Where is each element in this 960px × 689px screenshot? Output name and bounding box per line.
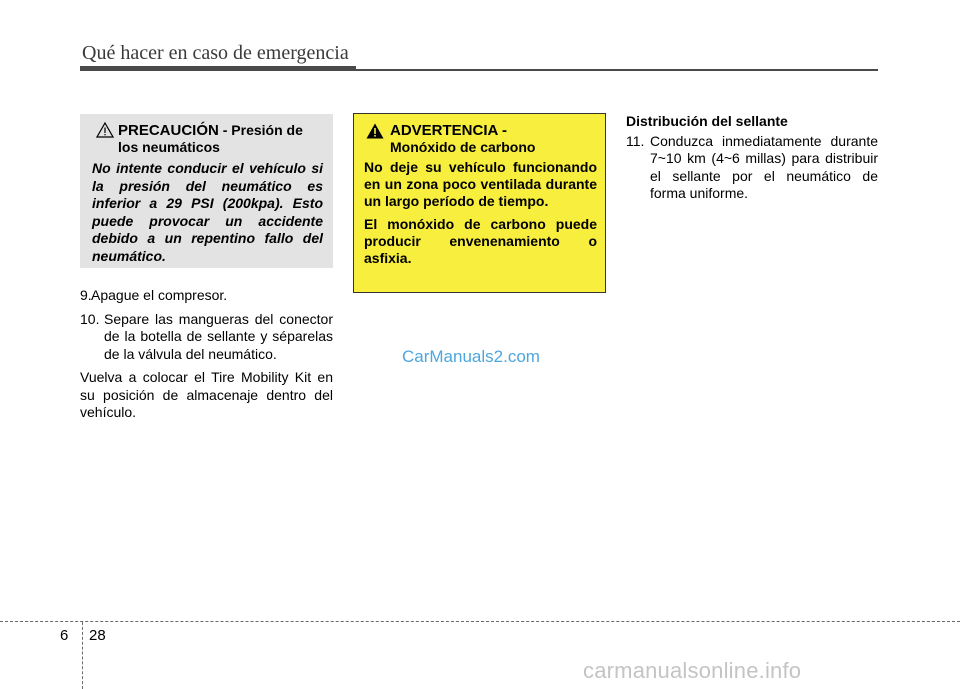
footer-watermark: carmanualsonline.info <box>583 658 802 683</box>
warning-header <box>364 122 597 156</box>
warning-triangle-icon <box>366 123 384 139</box>
caution-subtitle: - Presión de los neumáticos <box>118 122 303 155</box>
step-number: 11. <box>626 132 645 149</box>
list-item <box>80 287 333 305</box>
step-text: Separe las mangueras del conector de la botella de sellante y séparelas de la válvula del neumático. <box>104 310 333 362</box>
right-column <box>626 113 878 209</box>
caution-box <box>80 114 333 268</box>
warning-box <box>353 113 606 293</box>
footer-rule <box>0 621 960 622</box>
warning-label: ADVERTENCIA - <box>390 122 507 139</box>
section-heading: Distribución del sellante <box>626 113 788 129</box>
header-title: Qué hacer en caso de emergencia <box>82 42 349 64</box>
caution-body: No intente conducir el vehículo si la presión del neumático es inferior a 29 PSI (200kpa). Esto puede provocar un accidente debido a un repentino fallo del neumático. <box>92 160 323 264</box>
page-number: 28 <box>89 627 106 644</box>
step-text: Apague el compresor. <box>91 287 228 303</box>
header-rule-thick <box>80 66 356 71</box>
list-item <box>80 311 333 364</box>
list-item <box>626 133 878 203</box>
step-number: 9. <box>80 287 92 303</box>
caution-label: PRECAUCIÓN <box>118 122 219 139</box>
step-number: 10. <box>80 310 100 327</box>
step-text: Conduzca inmediatamente durante 7~10 km (4~6 millas) para distribuir el sellante por el neumático de forma uniforme. <box>650 132 878 201</box>
warning-subtitle: Monóxido de carbono <box>390 139 536 155</box>
left-column <box>80 287 333 428</box>
page-section-number: 6 <box>60 627 69 644</box>
warning-body <box>364 159 597 267</box>
storage-paragraph: Vuelva a colocar el Tire Mobility Kit en su posición de almacenaje dentro del vehículo. <box>80 369 333 420</box>
watermark-link[interactable]: CarManuals2.com <box>402 347 540 366</box>
caution-header <box>92 122 323 156</box>
footer-rule-vertical <box>82 622 83 689</box>
header-rule-thin <box>356 69 878 71</box>
caution-triangle-icon <box>96 122 114 138</box>
warning-paragraph: El monóxido de carbono puede producir envenenamiento o asfixia. <box>364 216 597 266</box>
warning-paragraph: No deje su vehículo funcionando en un zona poco ventilada durante un largo período de tiempo. <box>364 159 597 209</box>
